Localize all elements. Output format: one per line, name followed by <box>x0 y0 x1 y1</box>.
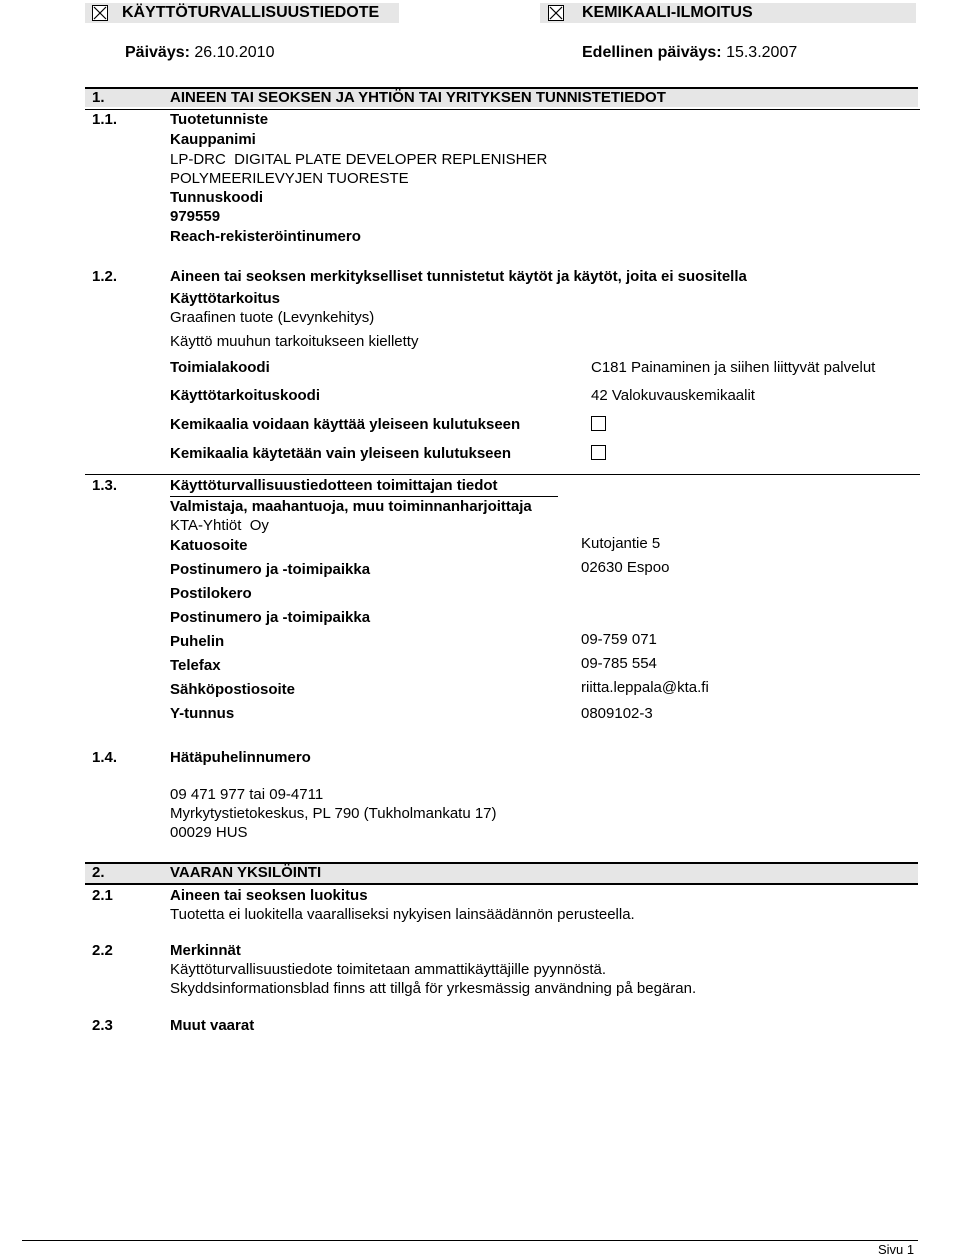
checked-box-icon <box>548 5 564 21</box>
consumer-only-checkbox[interactable] <box>591 445 606 460</box>
trade-name-2: POLYMEERILEVYJEN TUORESTE <box>170 170 409 187</box>
s21-text: Tuotetta ei luokitella vaaralliseksi nykyisen lainsäädännön perusteella. <box>170 906 635 923</box>
s22-title: Merkinnät <box>170 942 241 959</box>
reach-label: Reach-rekisteröintinumero <box>170 228 361 245</box>
s22-text-1: Käyttöturvallisuustiedote toimitetaan ammattikäyttäjille pyynnöstä. <box>170 961 607 978</box>
s23-title: Muut vaarat <box>170 1017 255 1034</box>
pobox-postcode-label: Postinumero ja -toimipaikka <box>170 609 371 626</box>
usecode-value: 42 Valokuvauskemikaalit <box>591 387 755 404</box>
footer-divider <box>22 1240 918 1241</box>
fax-value: 09-785 554 <box>581 655 657 672</box>
s11-title: Tuotetunniste <box>170 111 269 128</box>
s22-number: 2.2 <box>92 942 113 959</box>
s13-number: 1.3. <box>92 477 118 494</box>
s14-title: Hätäpuhelinnumero <box>170 749 311 766</box>
consumer-can-label: Kemikaalia voidaan käyttää yleiseen kulutukseen <box>170 416 521 433</box>
street-value: Kutojantie 5 <box>581 535 661 552</box>
section1-title: AINEEN TAI SEOKSEN JA YHTIÖN TAI YRITYKSEN TUNNISTETIEDOT <box>170 89 666 106</box>
section1-divider <box>85 109 920 110</box>
consumer-only-label: Kemikaalia käytetään vain yleiseen kulutukseen <box>170 445 512 462</box>
s21-title: Aineen tai seoksen luokitus <box>170 887 368 904</box>
s21-number: 2.1 <box>92 887 113 904</box>
section1-number: 1. <box>92 89 105 106</box>
postcode-label: Postinumero ja -toimipaikka <box>170 561 371 578</box>
s12-title: Aineen tai seoksen merkitykselliset tunnistetut käytöt ja käytöt, joita ei suositella <box>170 268 747 285</box>
supplier-label: Valmistaja, maahantuoja, muu toiminnanharjoittaja <box>170 498 532 515</box>
s11-number: 1.1. <box>92 111 118 128</box>
fax-label: Telefax <box>170 657 221 674</box>
use-value: Graafinen tuote (Levynkehitys) <box>170 309 375 326</box>
section2-title: VAARAN YKSILÖINTI <box>170 864 322 881</box>
s12-number: 1.2. <box>92 268 118 285</box>
code-label: Tunnuskoodi <box>170 189 264 206</box>
business-id-value: 0809102-3 <box>581 705 653 722</box>
trade-name-1: LP-DRC DIGITAL PLATE DEVELOPER REPLENISHER <box>170 151 548 168</box>
trade-name-label: Kauppanimi <box>170 131 256 148</box>
postcode-value: 02630 Espoo <box>581 559 670 576</box>
header-right-title: KEMIKAALI-ILMOITUS <box>582 4 753 21</box>
prev-date-label: Edellinen päiväys: <box>582 44 722 61</box>
emergency-line-1: 09 471 977 tai 09-4711 <box>170 786 324 803</box>
date-label: Päiväys: <box>125 44 190 61</box>
prohibited-use: Käyttö muuhun tarkoitukseen kielletty <box>170 333 419 350</box>
s13-title: Käyttöturvallisuustiedotteen toimittajan tiedot <box>170 477 498 494</box>
consumer-can-checkbox[interactable] <box>591 416 606 431</box>
use-label: Käyttötarkoitus <box>170 290 281 307</box>
code-value: 979559 <box>170 208 221 225</box>
s14-number: 1.4. <box>92 749 118 766</box>
s23-number: 2.3 <box>92 1017 113 1034</box>
industry-label: Toimialakoodi <box>170 359 270 376</box>
phone-value: 09-759 071 <box>581 631 657 648</box>
street-label: Katuosoite <box>170 537 248 554</box>
emergency-line-2: Myrkytystietokeskus, PL 790 (Tukholmankatu 17) <box>170 805 497 822</box>
emergency-line-3: 00029 HUS <box>170 824 248 841</box>
section2-number: 2. <box>92 864 105 881</box>
industry-value: C181 Painaminen ja siihen liittyvät palvelut <box>591 359 876 376</box>
date-value: 26.10.2010 <box>194 44 275 61</box>
s22-text-2: Skyddsinformationsblad finns att tillgå för yrkesmässig användning på begäran. <box>170 980 697 997</box>
usecode-label: Käyttötarkoituskoodi <box>170 387 321 404</box>
email-label: Sähköpostiosoite <box>170 681 296 698</box>
prev-date-line <box>582 44 797 62</box>
email-value: riitta.leppala@kta.fi <box>581 679 709 696</box>
supplier-value: KTA-Yhtiöt Oy <box>170 517 269 534</box>
s12-divider <box>85 474 920 475</box>
s13-underline <box>170 496 558 497</box>
header-left-title: KÄYTTÖTURVALLISUUSTIEDOTE <box>122 4 380 21</box>
pobox-label: Postilokero <box>170 585 252 602</box>
checked-box-icon <box>92 5 108 21</box>
page-number: Sivu 1 <box>878 1242 915 1257</box>
phone-label: Puhelin <box>170 633 225 650</box>
date-line <box>125 44 274 62</box>
business-id-label: Y-tunnus <box>170 705 235 722</box>
prev-date-value: 15.3.2007 <box>726 44 798 61</box>
